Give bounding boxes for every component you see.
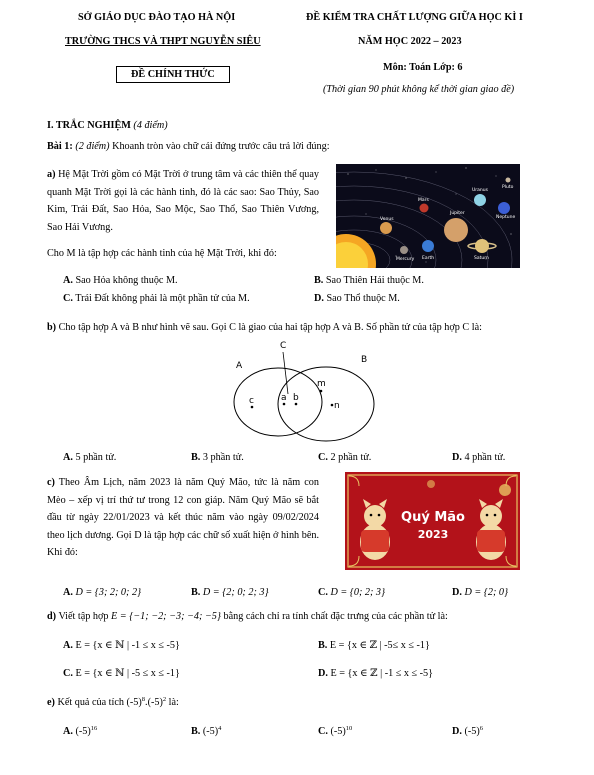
qd-option-c[interactable]: C. E = {x ∈ ℕ | -5 ≤ x ≤ -1} <box>63 668 180 679</box>
department-name: SỞ GIÁO DỤC ĐÀO TẠO HÀ NỘI <box>78 12 236 23</box>
solar-system-image <box>336 164 520 268</box>
question-e-text: e) Kết quả của tích $(-5)^8.(-5)^2$ là: <box>47 696 179 708</box>
qe-option-d[interactable]: D. $(-5)^6$ <box>452 725 483 737</box>
qb-option-d[interactable]: D. 4 phần tử. <box>452 452 506 463</box>
qe-option-b[interactable]: B. $(-5)^4$ <box>191 725 222 737</box>
qa-option-c[interactable]: C. Trái Đất không phải là một phần tử của M. <box>63 293 250 304</box>
svg-text:a: a <box>281 393 287 403</box>
qa-option-b[interactable]: B. Sao Thiên Hải thuộc M. <box>314 275 424 286</box>
jupiter-icon <box>444 218 468 242</box>
question-c-text: c) Theo Âm Lịch, năm 2023 là năm Quý Mão, tức là năm con Mèo – xếp vị trí thứ tư trong 12 con giáp. Năm Quý Mão sẽ bắt đầu từ ngày 22/01/2023 và kết thúc năm vào ngày 09/02/2024 theo lịch dương. Gọi D là tập hợp các chữ số xuất hiện ở hình bên. Khi đó: <box>47 477 319 559</box>
svg-text:Neptune: Neptune <box>496 215 516 220</box>
svg-text:Mercury: Mercury <box>396 257 415 262</box>
svg-text:Saturn: Saturn <box>474 256 489 261</box>
svg-text:m: m <box>317 379 326 389</box>
qc-option-c[interactable]: C. D = {0; 2; 3} <box>318 587 386 598</box>
svg-text:C: C <box>280 341 287 351</box>
svg-text:n: n <box>334 401 340 411</box>
svg-text:Uranus: Uranus <box>472 188 488 193</box>
quy-mao-image <box>345 472 520 570</box>
exam-title: ĐỀ KIỂM TRA CHẤT LƯỢNG GIỮA HỌC KÌ I <box>306 12 523 23</box>
official-label: ĐỀ CHÍNH THỨC <box>116 66 230 83</box>
question-b-text: b) Cho tập hợp A và B như hình vẽ sau. Gọi C là giao của hai tập hợp A và B. Số phần tử của tập hợp C là: <box>47 322 482 333</box>
neptune-icon <box>498 202 510 214</box>
flower-icon <box>427 480 435 488</box>
mercury-icon <box>400 246 408 254</box>
venus-icon <box>380 222 392 234</box>
earth-icon <box>422 240 434 252</box>
svg-text:B: B <box>361 355 368 365</box>
school-name: TRƯỜNG THCS VÀ THPT NGUYỄN SIÊU <box>65 36 261 47</box>
time-note: (Thời gian 90 phút không kể thời gian giao đề) <box>323 84 515 95</box>
qe-option-c[interactable]: C. $(-5)^{10}$ <box>318 725 353 737</box>
question-a-prompt: Cho M là tập hợp các hành tinh của hệ Mặt Trời, khi đó: <box>47 248 277 259</box>
qc-option-d[interactable]: D. D = {2; 0} <box>452 587 509 598</box>
section-title: I. TRẮC NGHIỆM (4 điểm) <box>47 120 168 131</box>
venn-diagram <box>220 336 380 446</box>
qb-option-a[interactable]: A. 5 phần tử. <box>63 452 117 463</box>
svg-text:c: c <box>249 396 254 406</box>
exercise-1-heading: Bài 1: (2 điểm) Khoanh tròn vào chữ cái đứng trước câu trả lời đúng: <box>47 141 330 152</box>
svg-text:Jupiter: Jupiter <box>450 211 465 216</box>
pluto-icon <box>506 178 511 183</box>
qc-option-b[interactable]: B. D = {2; 0; 2; 3} <box>191 587 269 598</box>
qa-option-a[interactable]: A. Sao Hỏa không thuộc M. <box>63 275 178 286</box>
svg-text:Pluto: Pluto <box>502 185 514 190</box>
svg-text:2023: 2023 <box>417 528 449 541</box>
subject-line: Môn: Toán Lớp: 6 <box>383 62 463 73</box>
svg-text:Quý Mão: Quý Mão <box>401 510 465 525</box>
question-a-text: a) Hệ Mặt Trời gồm có Mặt Trời ở trung tâm và các thiên thể quay quanh Mặt Trời gọi là các hành tinh, đó là các sao: Sao Thủy, Sao Kim, Trái Đất, Sao Hỏa, Sao Mộc, Sao Thổ, Sao Thiên Vương, Sao Hải Vương. <box>47 169 320 233</box>
svg-text:Earth: Earth <box>422 256 435 261</box>
qd-option-b[interactable]: B. E = {x ∈ ℤ | -5≤ x ≤ -1} <box>318 640 430 651</box>
question-d-text: d) Viết tập hợp E = {−1; −2; −3; −4; −5} bằng cách chỉ ra tính chất đặc trưng của các phần tử là: <box>47 611 448 622</box>
qc-option-a[interactable]: A. D = {3; 2; 0; 2} <box>63 587 142 598</box>
lantern-icon <box>499 484 511 496</box>
svg-text:A: A <box>236 361 243 371</box>
mars-icon <box>420 204 429 213</box>
qd-option-d[interactable]: D. E = {x ∈ ℤ | -1 ≤ x ≤ -5} <box>318 668 434 679</box>
qb-option-c[interactable]: C. 2 phần tử. <box>318 452 372 463</box>
saturn-icon <box>475 239 489 253</box>
uranus-icon <box>474 194 486 206</box>
school-year: NĂM HỌC 2022 – 2023 <box>358 36 462 47</box>
svg-text:Venus: Venus <box>380 217 394 222</box>
qe-option-a[interactable]: A. $(-5)^{16}$ <box>63 725 98 737</box>
svg-text:b: b <box>293 393 299 403</box>
qa-option-d[interactable]: D. Sao Thổ thuộc M. <box>314 293 400 304</box>
qd-option-a[interactable]: A. E = {x ∈ ℕ | -1 ≤ x ≤ -5} <box>63 640 180 651</box>
svg-text:Mars: Mars <box>418 198 429 203</box>
qb-option-b[interactable]: B. 3 phần tử. <box>191 452 244 463</box>
